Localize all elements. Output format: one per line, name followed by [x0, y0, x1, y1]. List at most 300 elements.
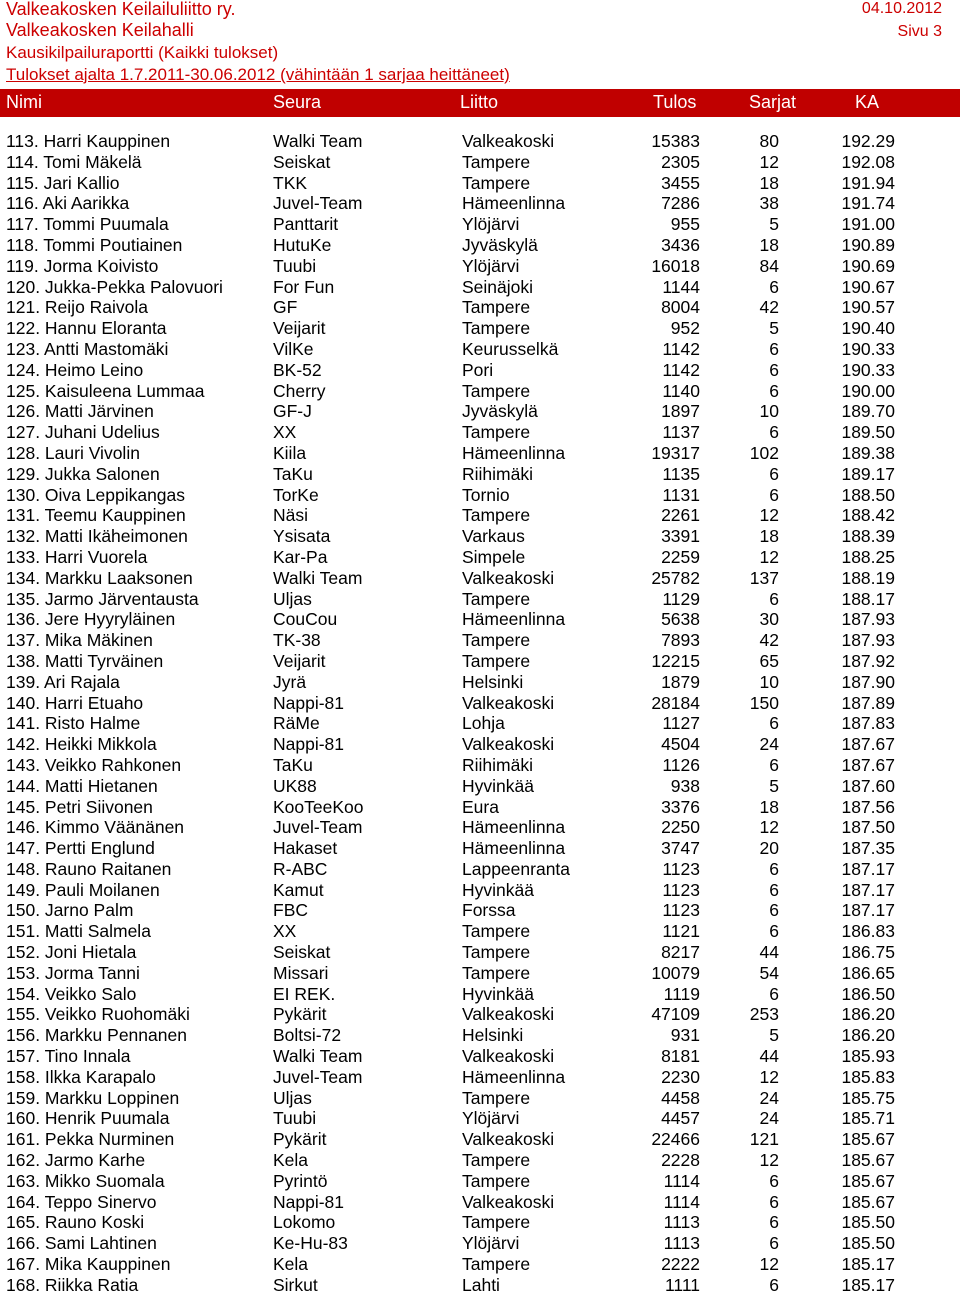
cell-series: 150 [749, 692, 779, 713]
cell-series: 30 [759, 609, 779, 630]
cell-league: Hyvinkää [462, 775, 534, 796]
cell-name: 165. Rauno Koski [6, 1212, 145, 1233]
cell-name: 120. Jukka-Pekka Palovuori [6, 276, 223, 297]
cell-avg: 190.33 [841, 338, 895, 359]
cell-score: 7286 [661, 193, 700, 214]
cell-name: 155. Veikko Ruohomäki [6, 1004, 190, 1025]
cell-name: 156. Markku Pennanen [6, 1025, 187, 1046]
cell-series: 80 [759, 131, 779, 151]
cell-name: 144. Matti Hietanen [6, 775, 158, 796]
cell-series: 6 [769, 484, 779, 505]
cell-series: 12 [759, 1254, 779, 1275]
cell-series: 5 [769, 214, 779, 235]
org-title: Valkeakosken Keilailuliitto ry. [6, 0, 236, 19]
cell-avg: 188.50 [841, 484, 895, 505]
table-row [0, 381, 960, 402]
cell-series: 18 [759, 526, 779, 547]
table-row [0, 277, 960, 298]
cell-club: Juvel-Team [273, 1066, 363, 1087]
cell-league: Tampere [462, 172, 531, 193]
table-row [0, 360, 960, 381]
cell-name: 162. Jarmo Karhe [6, 1150, 146, 1171]
cell-name: 137. Mika Mäkinen [6, 630, 153, 651]
cell-league: Tampere [462, 942, 531, 963]
cell-series: 44 [759, 942, 779, 963]
cell-league: Tampere [462, 1170, 531, 1191]
cell-name: 152. Joni Hietala [6, 942, 137, 963]
cell-name: 153. Jorma Tanni [6, 962, 140, 983]
cell-series: 84 [759, 255, 779, 276]
cell-club: Kar-Pa [273, 546, 328, 567]
cell-league: Riihimäki [462, 463, 533, 484]
cell-club: Nappi-81 [273, 692, 345, 713]
cell-league: Jyväskylä [462, 401, 538, 422]
cell-league: Seinäjoki [462, 276, 534, 297]
cell-score: 1897 [661, 401, 700, 422]
cell-name: 147. Pertti Englund [6, 838, 155, 859]
cell-club: Pykärit [273, 1129, 327, 1150]
cell-league: Tampere [462, 1254, 531, 1275]
cell-score: 1879 [661, 671, 700, 692]
cell-name: 132. Matti Ikäheimonen [6, 526, 188, 547]
cell-score: 2261 [661, 505, 700, 526]
cell-club: Kela [273, 1150, 309, 1171]
cell-league: Hyvinkää [462, 983, 534, 1004]
table-row [0, 443, 960, 464]
cell-name: 163. Mikko Suomala [6, 1170, 165, 1191]
cell-series: 12 [759, 817, 779, 838]
table-row [0, 838, 960, 859]
cell-club: Nappi-81 [273, 734, 345, 755]
cell-series: 5 [769, 318, 779, 339]
cell-club: Tuubi [273, 255, 317, 276]
cell-club: UK88 [273, 775, 317, 796]
cell-series: 12 [759, 1150, 779, 1171]
cell-club: BK-52 [273, 359, 322, 380]
cell-club: Juvel-Team [273, 193, 363, 214]
cell-score: 7893 [661, 630, 700, 651]
cell-club: Missari [273, 962, 329, 983]
cell-league: Hämeenlinna [462, 838, 566, 859]
cell-score: 1131 [662, 484, 700, 505]
cell-name: 119. Jorma Koivisto [6, 255, 159, 276]
cell-avg: 185.71 [841, 1108, 895, 1129]
cell-score: 1121 [662, 921, 700, 942]
cell-league: Tampere [462, 1212, 531, 1233]
cell-name: 116. Aki Aarikka [6, 193, 130, 214]
cell-score: 1113 [663, 1233, 700, 1254]
cell-avg: 188.17 [841, 588, 895, 609]
cell-series: 6 [769, 754, 779, 775]
cell-avg: 186.50 [841, 983, 895, 1004]
cell-name: 123. Antti Mastomäki [6, 338, 169, 359]
cell-club: Kiila [273, 442, 307, 463]
cell-club: Seiskat [273, 942, 331, 963]
cell-league: Varkaus [462, 526, 525, 547]
cell-name: 124. Heimo Leino [6, 359, 144, 380]
cell-score: 22466 [651, 1129, 700, 1150]
cell-avg: 187.93 [841, 609, 895, 630]
cell-league: Lohja [462, 713, 505, 734]
cell-series: 10 [759, 401, 779, 422]
cell-score: 4457 [661, 1108, 700, 1129]
cell-series: 6 [769, 1191, 779, 1212]
cell-name: 135. Jarmo Järventausta [6, 588, 199, 609]
cell-avg: 187.60 [841, 775, 895, 796]
cell-league: Tampere [462, 921, 531, 942]
cell-series: 6 [769, 276, 779, 297]
cell-name: 117. Tommi Puumala [6, 214, 169, 235]
cell-avg: 185.50 [841, 1233, 895, 1254]
cell-score: 955 [670, 214, 700, 235]
cell-score: 8004 [661, 297, 700, 318]
col-series: Sarjat [749, 92, 797, 112]
table-row [0, 1004, 960, 1025]
cell-avg: 187.83 [841, 713, 895, 734]
cell-name: 130. Oiva Leppikangas [6, 484, 186, 505]
cell-series: 6 [769, 338, 779, 359]
cell-name: 164. Teppo Sinervo [6, 1191, 157, 1212]
cell-club: TorKe [273, 484, 319, 505]
cell-name: 158. Ilkka Karapalo [6, 1066, 156, 1087]
cell-club: Walki Team [273, 1046, 363, 1067]
cell-series: 18 [759, 172, 779, 193]
cell-league: Eura [462, 796, 499, 817]
cell-club: XX [273, 422, 297, 443]
cell-league: Valkeakoski [462, 1129, 555, 1150]
cell-league: Tampere [462, 588, 531, 609]
cell-league: Valkeakoski [462, 567, 555, 588]
cell-series: 121 [749, 1129, 779, 1150]
cell-series: 253 [749, 1004, 779, 1025]
cell-name: 154. Veikko Salo [6, 983, 137, 1004]
cell-league: Hyvinkää [462, 879, 534, 900]
cell-score: 1119 [663, 983, 700, 1004]
cell-series: 6 [769, 858, 779, 879]
cell-avg: 186.65 [841, 962, 895, 983]
cell-club: Ysisata [273, 526, 331, 547]
cell-name: 125. Kaisuleena Lummaa [6, 380, 205, 401]
cell-name: 133. Harri Vuorela [6, 546, 148, 567]
cell-club: Jyrä [273, 671, 307, 692]
cell-league: Ylöjärvi [462, 1108, 520, 1129]
cell-series: 6 [769, 380, 779, 401]
cell-series: 6 [769, 900, 779, 921]
table-row [0, 817, 960, 838]
cell-avg: 190.67 [841, 276, 895, 297]
col-name: Nimi [6, 92, 42, 112]
venue-title: Valkeakosken Keilahalli [6, 20, 194, 40]
cell-league: Forssa [462, 900, 516, 921]
cell-series: 6 [769, 713, 779, 734]
cell-name: 149. Pauli Moilanen [6, 879, 160, 900]
cell-club: TKK [273, 172, 308, 193]
table-row [0, 318, 960, 339]
cell-series: 12 [759, 546, 779, 567]
table-row [0, 1212, 960, 1233]
cell-series: 24 [759, 1108, 779, 1129]
cell-avg: 185.67 [841, 1170, 895, 1191]
cell-avg: 187.56 [841, 796, 895, 817]
cell-avg: 187.17 [841, 858, 895, 879]
cell-score: 25782 [651, 567, 700, 588]
cell-score: 2222 [661, 1254, 700, 1275]
cell-club: HutuKe [273, 234, 332, 255]
cell-series: 6 [769, 983, 779, 1004]
cell-name: 126. Matti Järvinen [6, 401, 154, 422]
date-range: Tulokset ajalta 1.7.2011-30.06.2012 (vähintään 1 sarjaa heittäneet) [6, 65, 510, 84]
cell-club: XX [273, 921, 297, 942]
cell-series: 20 [759, 838, 779, 859]
cell-score: 2250 [661, 817, 700, 838]
table-row [0, 589, 960, 610]
cell-avg: 187.67 [841, 734, 895, 755]
table-row [0, 755, 960, 776]
table-row [0, 1171, 960, 1192]
cell-name: 129. Jukka Salonen [6, 463, 160, 484]
cell-avg: 186.20 [841, 1025, 895, 1046]
cell-league: Hämeenlinna [462, 1066, 566, 1087]
cell-league: Tampere [462, 962, 531, 983]
cell-club: Panttarit [273, 214, 339, 235]
cell-name: 128. Lauri Vivolin [6, 442, 140, 463]
cell-name: 159. Markku Loppinen [6, 1087, 180, 1108]
cell-name: 134. Markku Laaksonen [6, 567, 193, 588]
cell-avg: 192.29 [841, 131, 895, 151]
cell-series: 6 [769, 422, 779, 443]
cell-score: 1123 [662, 900, 700, 921]
table-row [0, 1150, 960, 1171]
cell-league: Valkeakoski [462, 1004, 555, 1025]
table-row [0, 672, 960, 693]
cell-series: 6 [769, 1274, 779, 1295]
cell-score: 1142 [662, 359, 700, 380]
table-row [0, 651, 960, 672]
cell-avg: 185.50 [841, 1212, 895, 1233]
table-row [0, 339, 960, 360]
cell-avg: 192.08 [841, 151, 895, 172]
cell-league: Hämeenlinna [462, 609, 566, 630]
cell-avg: 189.70 [841, 401, 895, 422]
table-row [0, 984, 960, 1005]
cell-series: 18 [759, 796, 779, 817]
col-club: Seura [273, 92, 322, 112]
cell-score: 1114 [663, 1170, 700, 1191]
table-row [0, 921, 960, 942]
cell-avg: 187.35 [841, 838, 895, 859]
cell-avg: 190.00 [841, 380, 895, 401]
table-row [0, 1046, 960, 1067]
cell-avg: 187.17 [841, 879, 895, 900]
cell-league: Keurusselkä [462, 338, 559, 359]
cell-league: Ylöjärvi [462, 255, 520, 276]
cell-club: EI REK. [273, 983, 336, 1004]
cell-league: Tampere [462, 422, 531, 443]
table-row [0, 1088, 960, 1109]
cell-series: 12 [759, 151, 779, 172]
cell-score: 3455 [661, 172, 700, 193]
cell-score: 3747 [661, 838, 700, 859]
table-row [0, 963, 960, 984]
cell-avg: 187.50 [841, 817, 895, 838]
cell-avg: 188.25 [841, 546, 895, 567]
cell-series: 6 [769, 1170, 779, 1191]
cell-league: Hämeenlinna [462, 817, 566, 838]
table-row [0, 401, 960, 422]
cell-avg: 187.92 [841, 650, 895, 671]
cell-series: 42 [759, 630, 779, 651]
cell-score: 1129 [662, 588, 700, 609]
cell-name: 157. Tino Innala [6, 1046, 131, 1067]
cell-league: Valkeakoski [462, 1191, 555, 1212]
cell-name: 115. Jari Kallio [6, 172, 120, 193]
cell-name: 122. Hannu Eloranta [6, 318, 167, 339]
table-row [0, 1025, 960, 1046]
cell-club: TaKu [273, 463, 313, 484]
cell-series: 6 [769, 921, 779, 942]
cell-league: Tampere [462, 318, 531, 339]
table-row [0, 173, 960, 194]
cell-series: 24 [759, 734, 779, 755]
cell-series: 10 [759, 671, 779, 692]
cell-league: Riihimäki [462, 754, 533, 775]
cell-club: KooTeeKoo [273, 796, 364, 817]
results-table [0, 131, 960, 1296]
cell-series: 5 [769, 1025, 779, 1046]
cell-avg: 187.93 [841, 630, 895, 651]
cell-league: Tampere [462, 297, 531, 318]
cell-avg: 185.67 [841, 1129, 895, 1150]
report-date: 04.10.2012 [861, 0, 942, 17]
cell-club: Nappi-81 [273, 1191, 345, 1212]
cell-club: Walki Team [273, 567, 363, 588]
cell-club: FBC [273, 900, 308, 921]
cell-score: 5638 [661, 609, 700, 630]
cell-series: 6 [769, 588, 779, 609]
cell-name: 150. Jarno Palm [6, 900, 134, 921]
cell-score: 19317 [651, 442, 700, 463]
cell-score: 3436 [661, 234, 700, 255]
cell-club: Uljas [273, 588, 312, 609]
cell-club: Walki Team [273, 131, 363, 151]
cell-club: Cherry [273, 380, 326, 401]
cell-score: 1113 [663, 1212, 700, 1233]
cell-avg: 186.20 [841, 1004, 895, 1025]
cell-league: Valkeakoski [462, 692, 555, 713]
cell-series: 38 [759, 193, 779, 214]
table-row [0, 693, 960, 714]
cell-name: 138. Matti Tyrväinen [6, 650, 164, 671]
cell-name: 148. Rauno Raitanen [6, 858, 172, 879]
report-title: Kausikilpailuraportti (Kaikki tulokset) [6, 43, 279, 62]
cell-name: 140. Harri Etuaho [6, 692, 144, 713]
cell-club: Seiskat [273, 151, 331, 172]
cell-club: Ke-Hu-83 [273, 1233, 348, 1254]
table-row [0, 900, 960, 921]
cell-club: Boltsi-72 [273, 1025, 342, 1046]
cell-league: Ylöjärvi [462, 214, 520, 235]
cell-avg: 187.90 [841, 671, 895, 692]
cell-league: Lappeenranta [462, 858, 571, 879]
cell-score: 2305 [661, 151, 700, 172]
cell-score: 12215 [651, 650, 700, 671]
cell-avg: 188.19 [841, 567, 895, 588]
cell-league: Valkeakoski [462, 131, 555, 151]
cell-club: CouCou [273, 609, 338, 630]
cell-score: 28184 [651, 692, 700, 713]
table-row [0, 485, 960, 506]
cell-name: 151. Matti Salmela [6, 921, 151, 942]
cell-name: 161. Pekka Nurminen [6, 1129, 175, 1150]
cell-score: 931 [670, 1025, 700, 1046]
cell-league: Jyväskylä [462, 234, 538, 255]
cell-league: Tampere [462, 505, 531, 526]
cell-avg: 189.38 [841, 442, 895, 463]
cell-score: 1111 [664, 1274, 700, 1295]
cell-league: Tampere [462, 630, 531, 651]
cell-club: VilKe [273, 338, 314, 359]
table-row [0, 859, 960, 880]
cell-league: Pori [462, 359, 494, 380]
cell-score: 15383 [651, 131, 700, 151]
cell-name: 114. Tomi Mäkelä [6, 151, 142, 172]
cell-series: 5 [769, 775, 779, 796]
cell-avg: 191.94 [841, 172, 895, 193]
cell-name: 145. Petri Siivonen [6, 796, 153, 817]
table-row [0, 630, 960, 651]
table-row [0, 568, 960, 589]
cell-score: 47109 [651, 1004, 700, 1025]
cell-series: 6 [769, 359, 779, 380]
cell-series: 18 [759, 234, 779, 255]
table-row [0, 734, 960, 755]
cell-score: 2230 [661, 1066, 700, 1087]
cell-avg: 187.67 [841, 754, 895, 775]
cell-score: 1114 [663, 1191, 700, 1212]
table-row [0, 1233, 960, 1254]
cell-series: 6 [769, 1233, 779, 1254]
cell-club: Pykärit [273, 1004, 327, 1025]
cell-name: 146. Kimmo Väänänen [6, 817, 185, 838]
cell-league: Ylöjärvi [462, 1233, 520, 1254]
cell-avg: 191.00 [841, 214, 895, 235]
cell-league: Valkeakoski [462, 734, 555, 755]
cell-avg: 185.17 [841, 1254, 895, 1275]
cell-club: TaKu [273, 754, 313, 775]
cell-avg: 186.83 [841, 921, 895, 942]
table-row [0, 797, 960, 818]
cell-club: Juvel-Team [273, 817, 363, 838]
cell-club: RäMe [273, 713, 320, 734]
cell-score: 1135 [662, 463, 700, 484]
cell-series: 6 [769, 879, 779, 900]
table-row [0, 422, 960, 443]
cell-score: 4458 [661, 1087, 700, 1108]
cell-name: 113. Harri Kauppinen [6, 131, 171, 151]
cell-score: 938 [670, 775, 700, 796]
cell-avg: 189.17 [841, 463, 895, 484]
cell-club: Pyrintö [273, 1170, 328, 1191]
table-row [0, 505, 960, 526]
cell-club: For Fun [273, 276, 335, 297]
cell-league: Tampere [462, 151, 531, 172]
table-row [0, 713, 960, 734]
cell-score: 2228 [661, 1150, 700, 1171]
cell-league: Helsinki [462, 1025, 524, 1046]
cell-avg: 191.74 [841, 193, 895, 214]
cell-avg: 185.75 [841, 1087, 895, 1108]
cell-avg: 188.39 [841, 526, 895, 547]
